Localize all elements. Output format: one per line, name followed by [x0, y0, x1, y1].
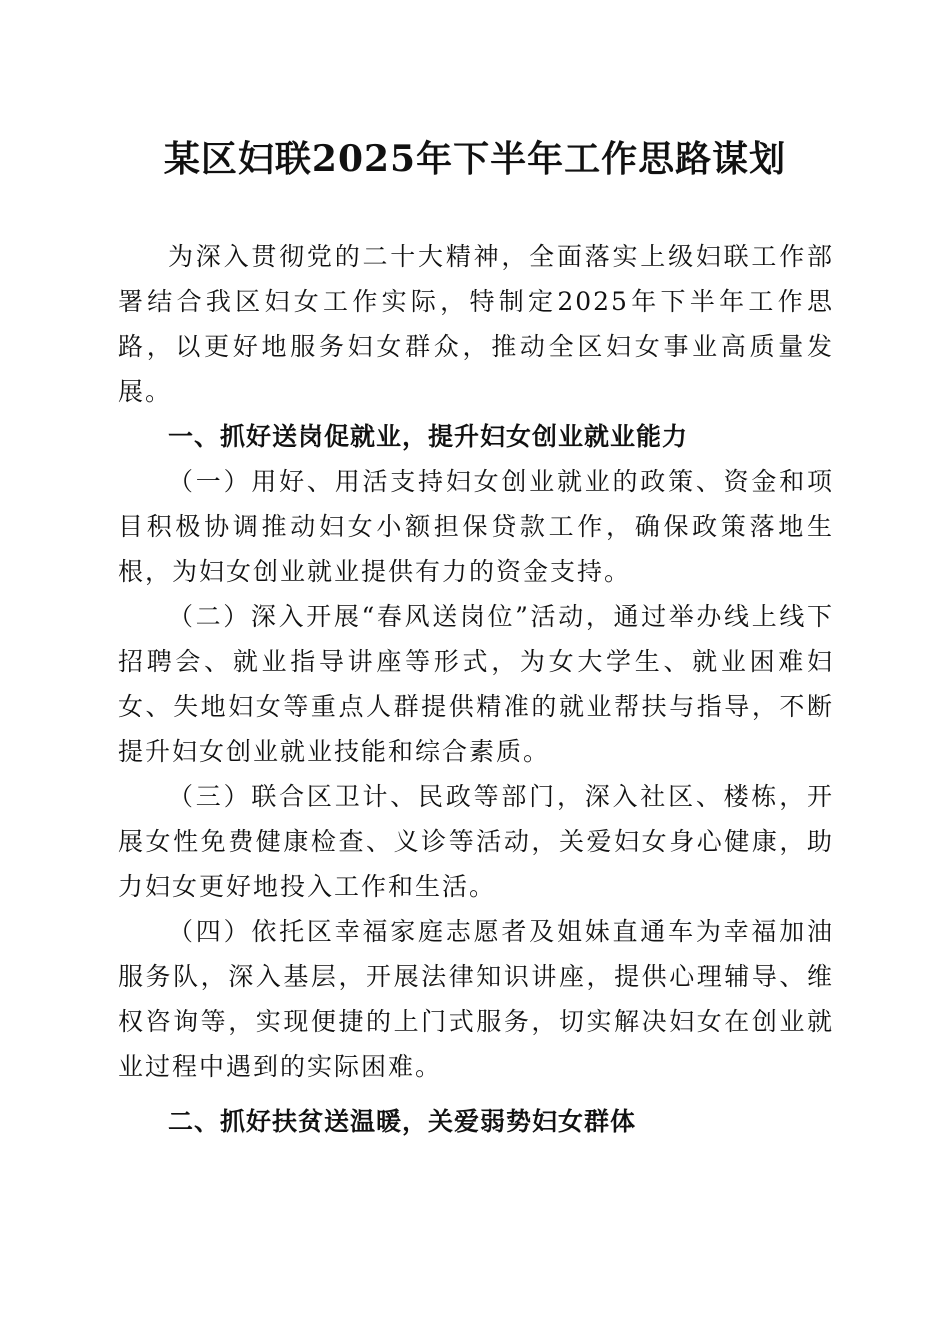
- document-body: [118, 234, 834, 1144]
- intro-paragraph: 为深入贯彻党的二十大精神，全面落实上级妇联工作部署结合我区妇女工作实际，特制定2025年下半年工作思路，以更好地服务妇女群众，推动全区妇女事业高质量发展。: [118, 242, 834, 406]
- body-paragraph: （四）依托区幸福家庭志愿者及姐妹直通车为幸福加油服务队，深入基层，开展法律知识讲座，提供心理辅导、维权咨询等，实现便捷的上门式服务，切实解决妇女在创业就业过程中遇到的实际困难。: [118, 917, 834, 1081]
- body-paragraph: （二）深入开展“春风送岗位”活动，通过举办线上线下招聘会、就业指导讲座等形式，为女大学生、就业困难妇女、失地妇女等重点人群提供精准的就业帮扶与指导，不断提升妇女创业就业技能和综合素质。: [118, 602, 834, 766]
- body-paragraph: （一）用好、用活支持妇女创业就业的政策、资金和项目积极协调推动妇女小额担保贷款工作，确保政策落地生根，为妇女创业就业提供有力的资金支持。: [118, 467, 834, 586]
- section-heading: 二、抓好扶贫送温暖，关爱弱势妇女群体: [168, 1107, 637, 1136]
- section-heading: 一、抓好送岗促就业，提升妇女创业就业能力: [168, 422, 689, 451]
- document-title: 某区妇联2025年下半年工作思路谋划: [163, 138, 787, 180]
- body-paragraph: （三）联合区卫计、民政等部门，深入社区、楼栋，开展女性免费健康检查、义诊等活动，关爱妇女身心健康，助力妇女更好地投入工作和生活。: [118, 782, 834, 901]
